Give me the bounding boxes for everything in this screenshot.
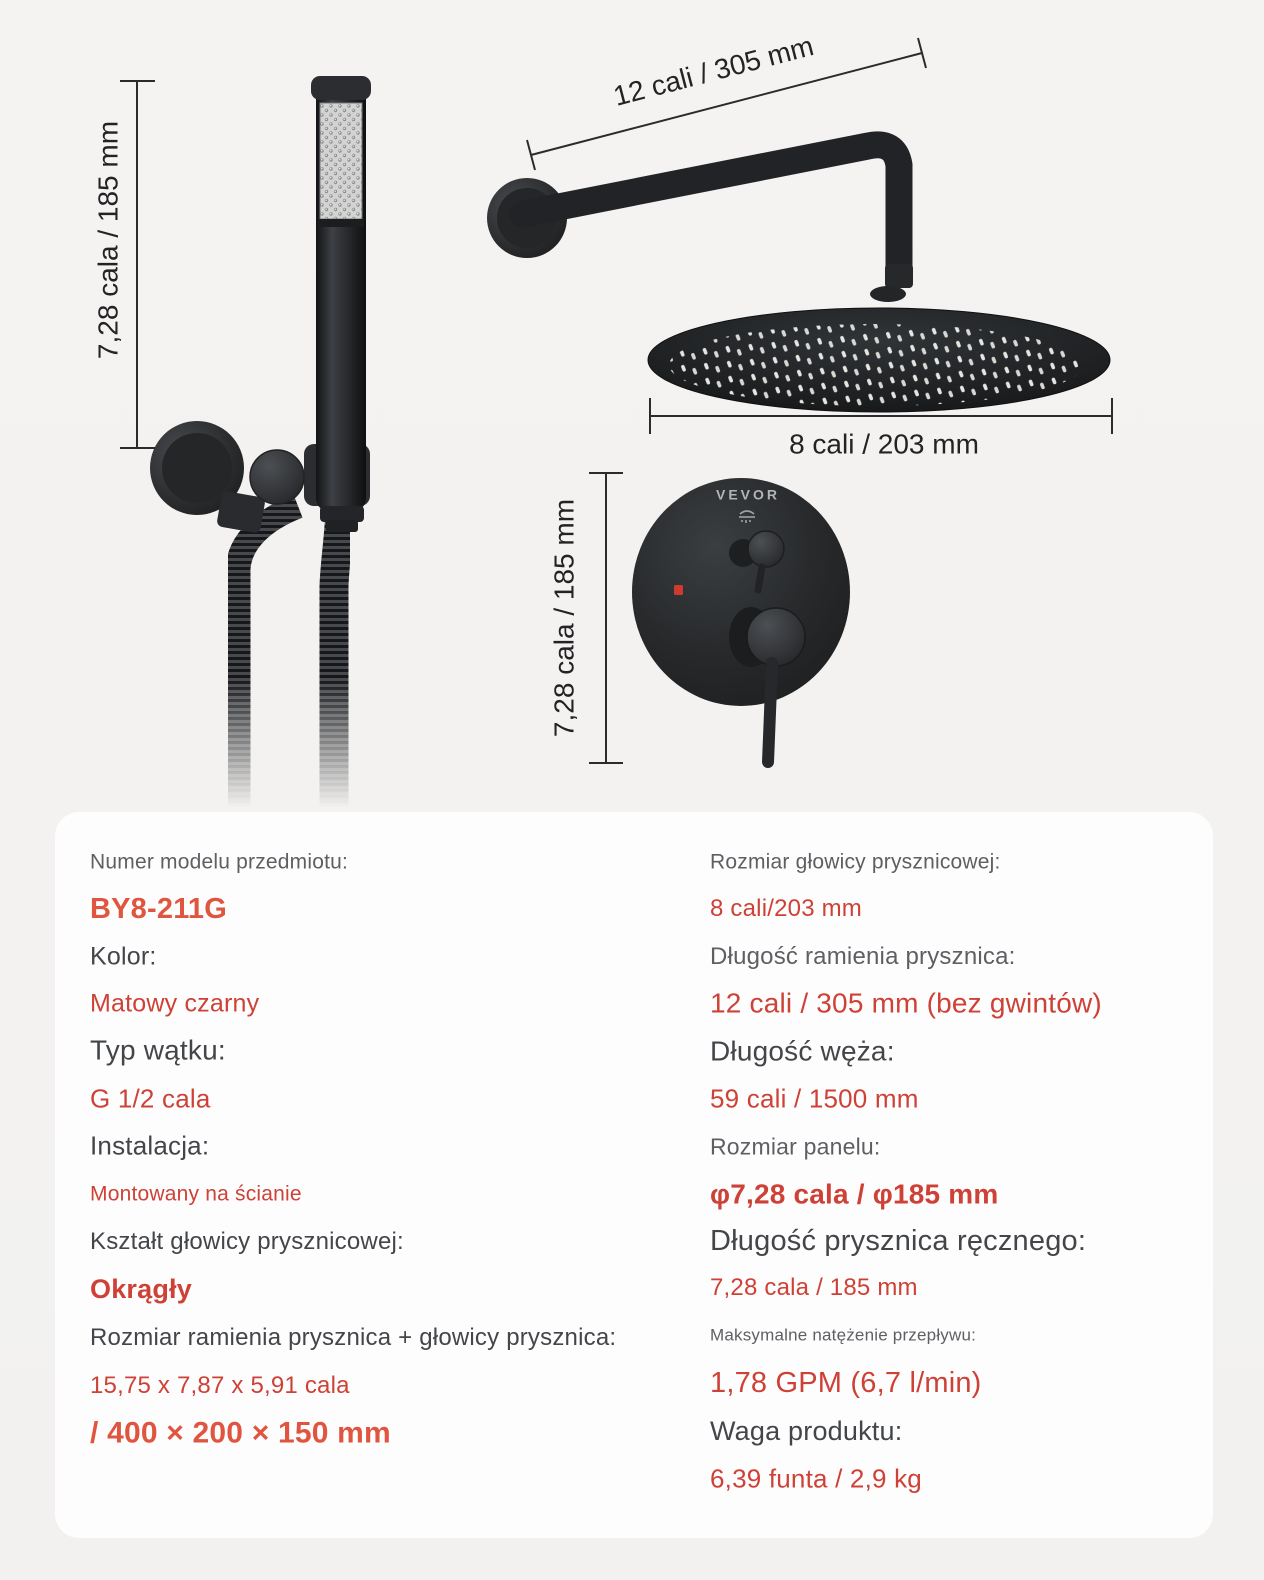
spec-value-head-size: 8 cali/203 mm <box>710 894 862 922</box>
spec-card <box>55 812 1213 1538</box>
shower-hose <box>334 504 340 808</box>
handheld-shower-photo <box>150 76 371 808</box>
spec-value-thread-type: G 1/2 cala <box>90 1083 211 1114</box>
dimension-label: 7,28 cala / 185 mm <box>548 498 580 738</box>
wall-bracket-flange-inner <box>162 433 232 503</box>
spec-value-head-shape: Okrągły <box>90 1274 192 1305</box>
spec-value-model-number: BY8-211G <box>90 893 228 926</box>
spec-label-handheld-length: Długość prysznica ręcznego: <box>710 1225 1087 1258</box>
mixer-knob <box>747 608 805 666</box>
spec-value-hose-length: 59 cali / 1500 mm <box>710 1083 919 1114</box>
wand-ring <box>318 219 364 227</box>
spec-label-arm-length: Długość ramienia prysznica: <box>710 942 1016 970</box>
temp-indicator <box>674 585 683 595</box>
bracket-knob <box>250 450 304 504</box>
spec-value-installation: Montowany na ścianie <box>90 1182 302 1206</box>
spec-value-handheld-length: 7,28 cala / 185 mm <box>710 1273 918 1301</box>
nozzle-face <box>669 324 1083 406</box>
spec-label-model-number: Numer modelu przedmiotu: <box>90 850 349 874</box>
spec-value-max-flow: 1,78 GPM (6,7 l/min) <box>710 1367 982 1400</box>
spec-label-max-flow: Maksymalne natężenie przepływu: <box>710 1325 977 1345</box>
panel-height-dimension <box>548 473 623 763</box>
spec-value-arm-length: 12 cali / 305 mm (bez gwintów) <box>710 987 1102 1019</box>
mixer-valve-panel <box>548 473 850 763</box>
wand-spray-face <box>320 103 362 219</box>
vevor-logo: VEVOR <box>715 486 781 503</box>
panel-disc <box>632 478 850 706</box>
spec-label-color: Kolor: <box>90 942 157 971</box>
shower-hose <box>238 506 298 808</box>
dimension-label: 12 cali / 305 mm <box>610 30 817 112</box>
spec-label-panel-size: Rozmiar panelu: <box>710 1133 881 1160</box>
spec-label-arm-head-size: Rozmiar ramienia prysznica + głowicy prysznica: <box>90 1323 617 1351</box>
shower-arm-photo <box>487 30 926 302</box>
head-collar <box>870 286 906 302</box>
spec-label-installation: Instalacja: <box>90 1130 210 1161</box>
spec-label-weight: Waga produktu: <box>710 1416 903 1447</box>
diverter-knob <box>748 531 784 567</box>
spec-label-head-size: Rozmiar głowicy prysznicowej: <box>710 850 1001 874</box>
spec-value-panel-size: φ7,28 cala / φ185 mm <box>710 1178 999 1210</box>
arm-head-connector <box>885 264 913 288</box>
shower-arm <box>523 145 899 272</box>
handheld-height-dimension <box>92 81 155 448</box>
spec-value-arm-head-size-inches: 15,75 x 7,87 x 5,91 cala <box>90 1371 350 1399</box>
wand-top-cap <box>311 76 371 100</box>
mixer-handle <box>768 663 772 762</box>
wand-hose-fitting <box>320 506 364 522</box>
spec-value-color: Matowy czarny <box>90 989 260 1018</box>
spec-label-thread-type: Typ wątku: <box>90 1034 226 1066</box>
spec-label-hose-length: Długość węża: <box>710 1035 895 1067</box>
dimension-label: 8 cali / 203 mm <box>789 428 979 460</box>
spec-value-weight: 6,39 funta / 2,9 kg <box>710 1463 922 1494</box>
spec-value-arm-head-size-mm: / 400 × 200 × 150 mm <box>90 1416 391 1450</box>
diverter-stem <box>758 567 762 590</box>
spec-label-head-shape: Kształt głowicy prysznicowej: <box>90 1227 404 1255</box>
dimension-label: 7,28 cala / 185 mm <box>92 120 124 360</box>
shower-hoses <box>238 504 340 808</box>
wand-hose-nut <box>326 520 358 532</box>
rain-shower-head <box>648 308 1112 459</box>
